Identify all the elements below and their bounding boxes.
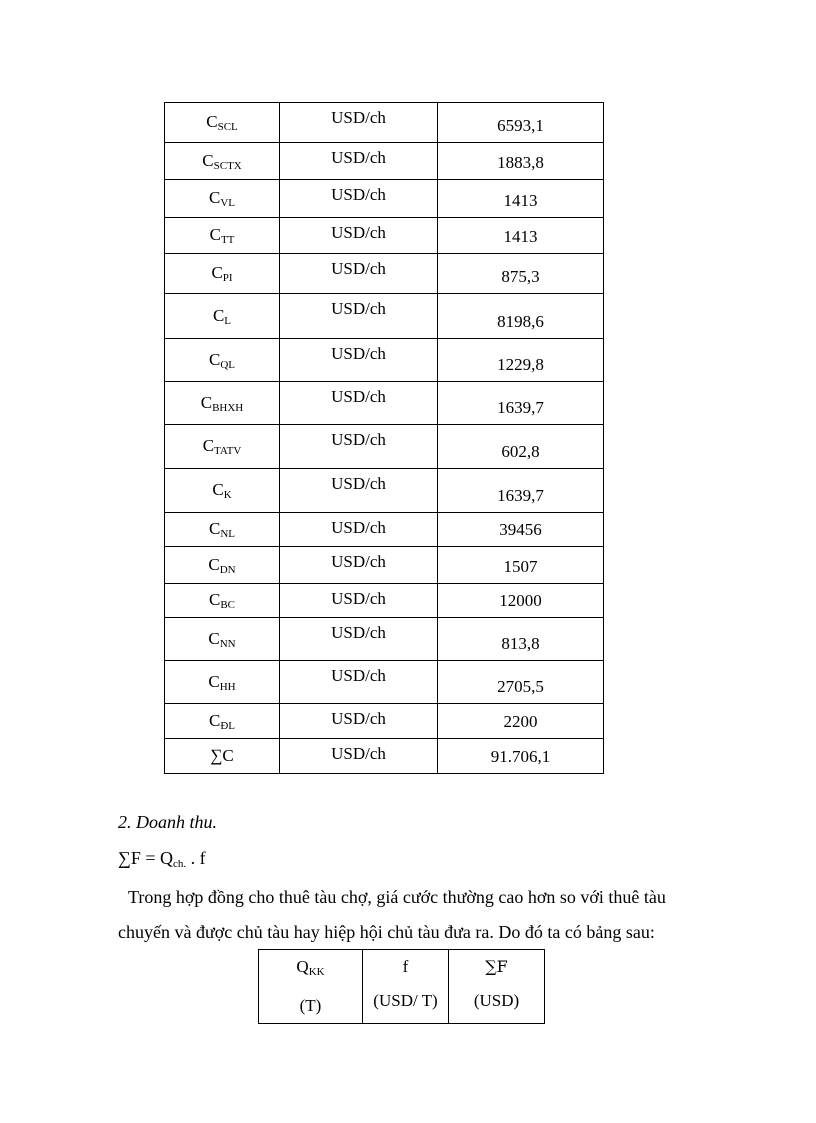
- symbol-base: C: [208, 519, 221, 538]
- cost-unit: USD/ch: [280, 254, 438, 294]
- cost-row: [165, 469, 604, 513]
- symbol-base: C: [202, 436, 215, 455]
- cost-value: 813,8: [438, 618, 604, 661]
- symbol-sub: K: [223, 489, 232, 501]
- cost-symbol: [165, 143, 280, 180]
- symbol-base: C: [200, 392, 213, 412]
- symbol-sub: NL: [220, 528, 235, 540]
- symbol-sub: HH: [219, 680, 236, 693]
- cost-row: [165, 547, 604, 584]
- cost-symbol: [165, 103, 280, 143]
- cost-value: 2705,5: [438, 661, 604, 704]
- cost-value: 2200: [438, 704, 604, 739]
- cost-value: 1883,8: [438, 143, 604, 180]
- cost-symbol: [165, 294, 280, 339]
- symbol-sub: PI: [222, 272, 233, 284]
- cost-row: [165, 618, 604, 661]
- symbol-sub: BC: [220, 599, 236, 611]
- symbol-sub: VL: [220, 197, 235, 209]
- cost-row: [165, 294, 604, 339]
- cost-unit: USD/ch: [280, 513, 438, 547]
- symbol-sub: ĐL: [220, 719, 235, 732]
- formula-right: . f: [186, 848, 206, 868]
- cost-unit: USD/ch: [280, 469, 438, 513]
- cost-value: 1639,7: [438, 469, 604, 513]
- revenue-col-f: [363, 950, 449, 1024]
- symbol-sub: TT: [220, 234, 235, 246]
- symbol-base: C: [202, 150, 214, 170]
- cost-value: 1413: [438, 218, 604, 254]
- symbol-base: C: [208, 349, 221, 369]
- cost-row: [165, 513, 604, 547]
- cost-value: 6593,1: [438, 103, 604, 143]
- qkk-sub: KK: [308, 966, 325, 978]
- cost-unit: USD/ch: [280, 218, 438, 254]
- cost-symbol: [165, 469, 280, 513]
- symbol-base: C: [208, 710, 221, 730]
- cost-symbol: [165, 547, 280, 584]
- symbol-base: C: [208, 628, 220, 648]
- symbol-base: C: [212, 480, 224, 499]
- revenue-formula: [118, 848, 206, 870]
- section-paragraph: Trong hợp đồng cho thuê tàu chợ, giá cước thường cao hơn so với thuê tàu chuyến và được chủ tàu hay hiệp hội chủ tàu đưa ra. Do đó ta có bảng sau:: [118, 887, 666, 942]
- symbol-sub: NN: [219, 637, 236, 650]
- symbol-base: C: [208, 671, 220, 691]
- cost-row: [165, 143, 604, 180]
- cost-value: 8198,6: [438, 294, 604, 339]
- qkk-base: Q: [296, 957, 309, 976]
- symbol-sub: TATV: [214, 445, 242, 457]
- cost-symbol: [165, 339, 280, 382]
- symbol-sub: SCTX: [213, 159, 242, 172]
- cost-value: 1507: [438, 547, 604, 584]
- cost-row: [165, 254, 604, 294]
- cost-symbol: [165, 254, 280, 294]
- cost-symbol: [165, 382, 280, 425]
- total-unit: USD/ch: [280, 739, 438, 774]
- formula-subscript: ch.: [173, 858, 187, 870]
- cost-symbol: [165, 704, 280, 739]
- cost-row: [165, 661, 604, 704]
- symbol-sub: BHXH: [212, 401, 244, 414]
- revenue-header-row: [259, 950, 545, 1024]
- cost-row: [165, 218, 604, 254]
- cost-row: [165, 180, 604, 218]
- formula-left: ∑F = Q: [118, 848, 173, 868]
- revenue-table: [258, 949, 545, 1024]
- symbol-base: C: [212, 305, 225, 325]
- cost-row: [165, 425, 604, 469]
- cost-row: [165, 339, 604, 382]
- cost-symbol: [165, 584, 280, 618]
- cost-unit: USD/ch: [280, 618, 438, 661]
- cost-unit: USD/ch: [280, 547, 438, 584]
- symbol-base: C: [211, 263, 223, 282]
- cost-unit: USD/ch: [280, 382, 438, 425]
- cost-symbol: [165, 425, 280, 469]
- symbol-sub: L: [224, 314, 232, 327]
- symbol-sub: SCL: [217, 121, 238, 133]
- cost-row: [165, 704, 604, 739]
- f-name: f: [402, 957, 409, 976]
- cost-symbol: [165, 218, 280, 254]
- cost-value: 39456: [438, 513, 604, 547]
- cost-unit: USD/ch: [280, 180, 438, 218]
- cost-value: 1639,7: [438, 382, 604, 425]
- sumf-name: ∑F: [485, 957, 508, 976]
- cost-row: [165, 584, 604, 618]
- symbol-base: C: [206, 112, 218, 131]
- revenue-col-sumf: [449, 950, 545, 1024]
- cost-value: 1229,8: [438, 339, 604, 382]
- cost-row: [165, 103, 604, 143]
- total-symbol: ∑C: [165, 739, 280, 774]
- cost-unit: USD/ch: [280, 584, 438, 618]
- cost-symbol: [165, 513, 280, 547]
- symbol-sub: QL: [220, 358, 235, 371]
- f-unit: (USD/ T): [373, 991, 438, 1010]
- cost-unit: USD/ch: [280, 339, 438, 382]
- symbol-base: C: [208, 590, 221, 609]
- cost-unit: USD/ch: [280, 143, 438, 180]
- cost-unit: USD/ch: [280, 294, 438, 339]
- cost-symbol: [165, 661, 280, 704]
- qkk-unit: (T): [299, 996, 322, 1015]
- symbol-base: C: [209, 225, 221, 244]
- symbol-base: C: [208, 188, 221, 207]
- cost-total-row: [165, 739, 604, 774]
- cost-value: 12000: [438, 584, 604, 618]
- cost-row: [165, 382, 604, 425]
- cost-value: 875,3: [438, 254, 604, 294]
- revenue-col-qkk: [259, 950, 363, 1024]
- symbol-sub: DN: [219, 563, 236, 576]
- section-heading: 2. Doanh thu.: [118, 812, 217, 832]
- cost-unit: USD/ch: [280, 103, 438, 143]
- cost-value: 602,8: [438, 425, 604, 469]
- cost-value: 1413: [438, 180, 604, 218]
- cost-table: [164, 102, 604, 774]
- symbol-base: C: [208, 554, 220, 574]
- cost-unit: USD/ch: [280, 661, 438, 704]
- total-value: 91.706,1: [438, 739, 604, 774]
- cost-symbol: [165, 618, 280, 661]
- cost-unit: USD/ch: [280, 425, 438, 469]
- sumf-unit: (USD): [473, 991, 520, 1010]
- cost-symbol: [165, 180, 280, 218]
- cost-unit: USD/ch: [280, 704, 438, 739]
